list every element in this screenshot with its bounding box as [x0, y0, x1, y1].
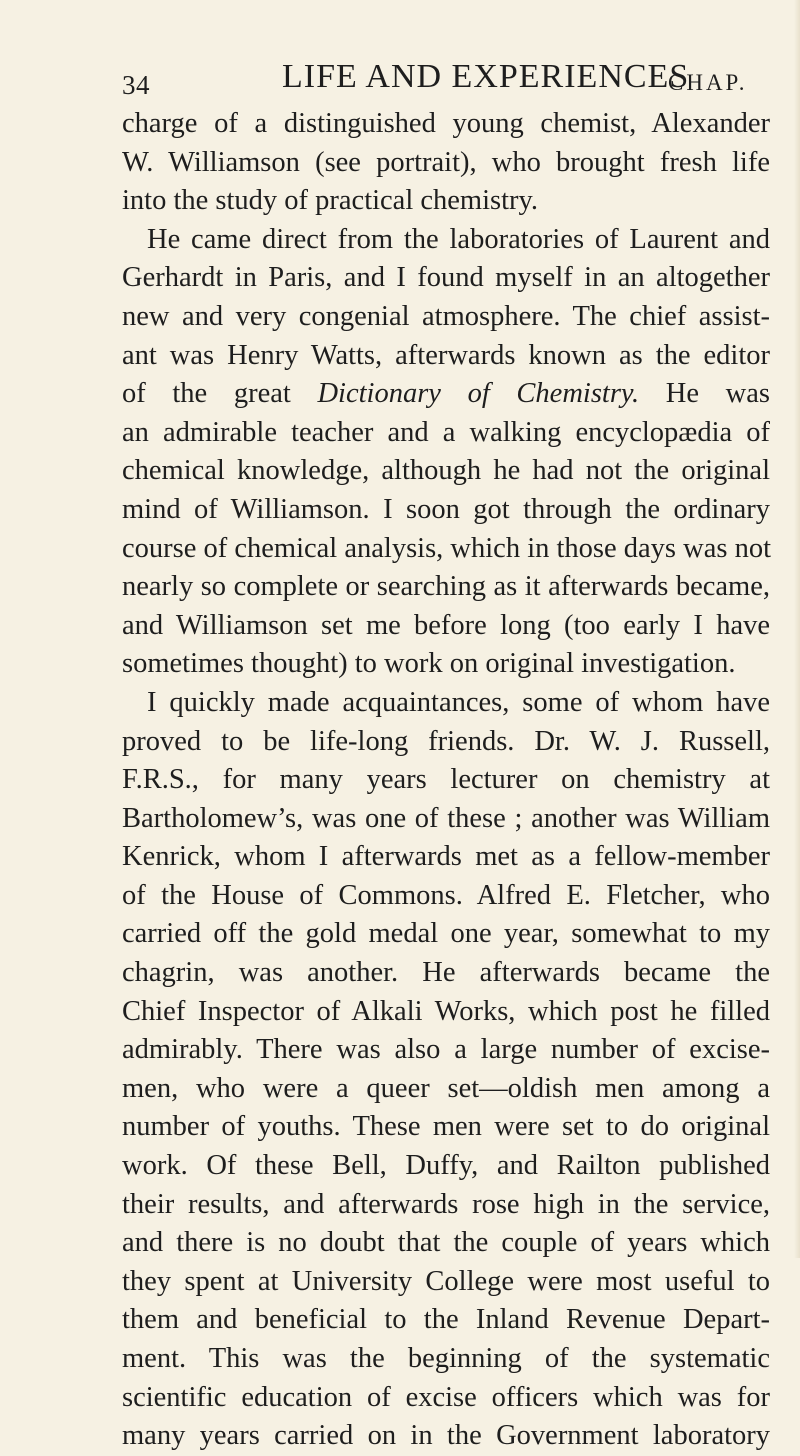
text-line: new and very congenial atmosphere. The chief assist-: [122, 300, 770, 332]
text-line: proved to be life-long friends. Dr. W. J. Russell,: [122, 725, 770, 757]
text-line: Kenrick, whom I afterwards met as a fellow-member: [122, 841, 770, 873]
text-line: their results, and afterwards rose high in the service,: [122, 1188, 770, 1220]
text-line: ant was Henry Watts, afterwards known as the editor: [122, 339, 770, 371]
text-line: chemical knowledge, although he had not the original: [122, 455, 770, 487]
text-line: number of youths. These men were set to do original: [122, 1111, 770, 1143]
text-line: scientific education of excise officers which was for: [122, 1381, 770, 1413]
body-text: [122, 105, 770, 1456]
text-line: mind of Williamson. I soon got through the ordinary: [122, 493, 770, 525]
text-line: W. Williamson (see portrait), who brought fresh life: [122, 146, 770, 178]
text-line: many years carried on in the Government laboratory: [122, 1420, 770, 1452]
text-line: nearly so complete or searching as it afterwards became,: [122, 571, 770, 603]
paragraph-start-line: I quickly made acquaintances, some of whom have: [147, 686, 770, 718]
page-edge-shadow: [794, 0, 800, 1258]
running-title: LIFE AND EXPERIENCES: [282, 58, 690, 95]
text-line-with-title: [122, 375, 770, 414]
text-line: chagrin, was another. He afterwards became the: [122, 957, 770, 989]
page-header: [0, 56, 800, 106]
text-line: into the study of practical chemistry.: [122, 185, 539, 217]
text-line: and there is no doubt that the couple of years which: [122, 1227, 770, 1259]
text-line: sometimes thought) to work on original investigation.: [122, 648, 736, 680]
text-line: ment. This was the beginning of the systematic: [122, 1343, 770, 1374]
text-line: of the House of Commons. Alfred E. Fletcher, who: [122, 879, 770, 911]
text-line: Bartholomew’s, was one of these ; another was William: [122, 802, 770, 834]
text-line: Chief Inspector of Alkali Works, which post he filled: [122, 995, 770, 1027]
text-line: admirably. There was also a large number of excise-: [122, 1034, 770, 1066]
text-line: charge of a distinguished young chemist, Alexander: [122, 108, 770, 139]
page-number: 34: [122, 70, 150, 100]
text-line: an admirable teacher and a walking encyclopædia of: [122, 416, 770, 448]
text-line: Gerhardt in Paris, and I found myself in an altogether: [122, 262, 770, 294]
text-line: men, who were a queer set—oldish men among a: [122, 1072, 770, 1104]
text-line: carried off the gold medal one year, somewhat to my: [122, 918, 770, 950]
text-line: them and beneficial to the Inland Revenue Depart-: [122, 1304, 770, 1336]
text-line: and Williamson set me before long (too early I have: [122, 609, 770, 641]
chapter-mark: CHAP.: [668, 70, 748, 95]
text-line: course of chemical analysis, which in those days was not: [122, 532, 772, 564]
text-fragment: of the great: [122, 378, 318, 410]
book-title-italic: Dictionary of Chemistry.: [317, 378, 640, 410]
text-line: F.R.S., for many years lecturer on chemistry at: [122, 764, 770, 796]
text-fragment: He was: [639, 378, 770, 410]
text-line: they spent at University College were most useful to: [122, 1265, 770, 1297]
text-line: work. Of these Bell, Duffy, and Railton published: [122, 1150, 770, 1182]
paragraph-start-line: He came direct from the laboratories of Laurent and: [147, 223, 770, 255]
